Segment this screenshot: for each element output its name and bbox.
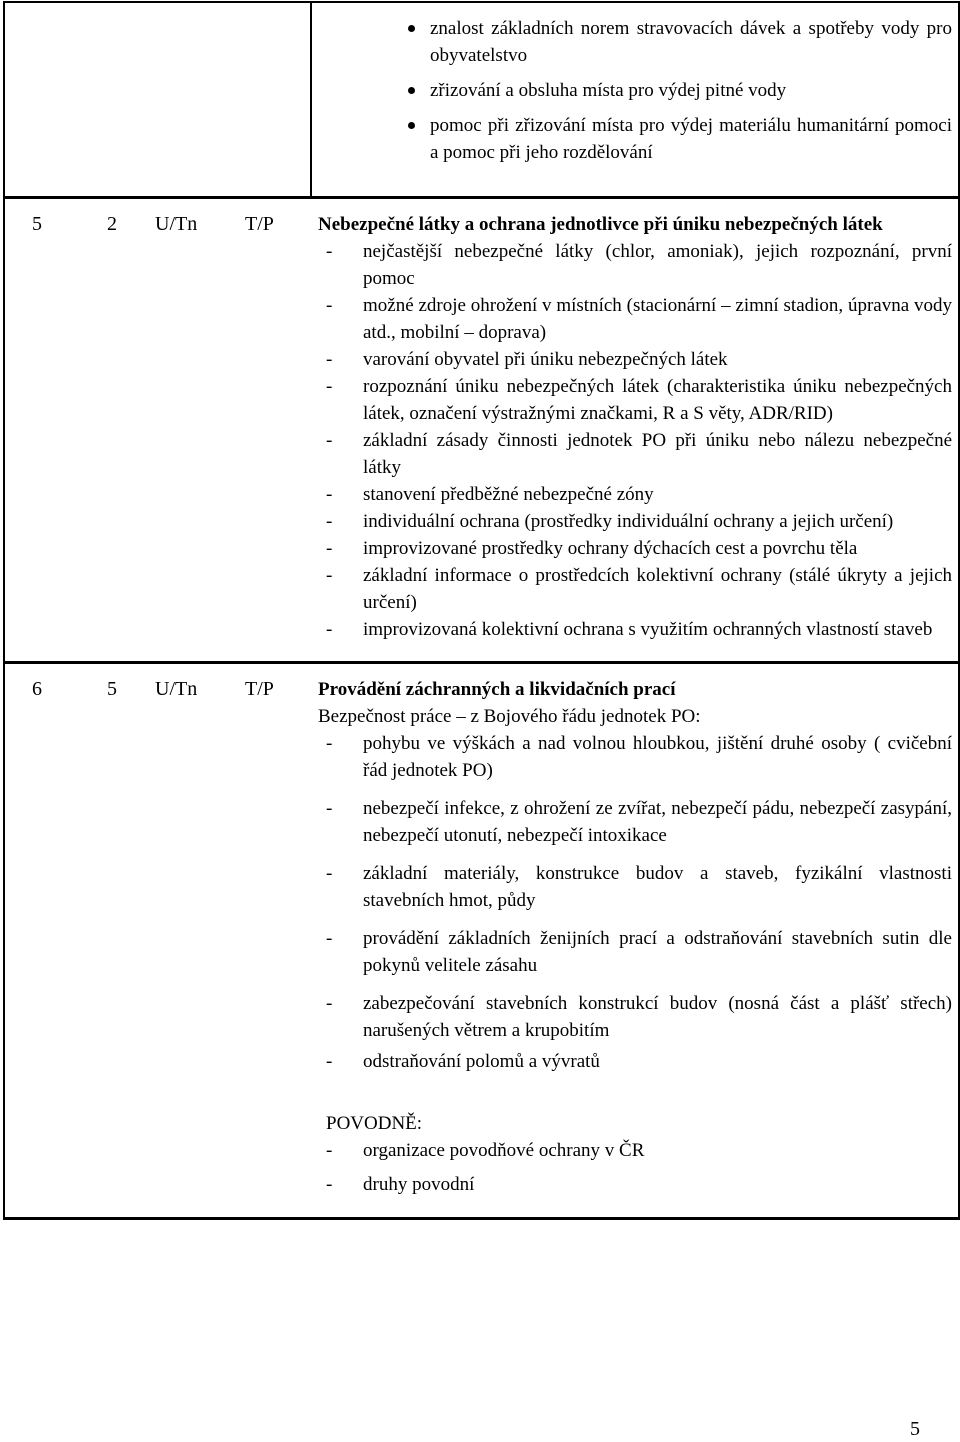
dash-list [318, 238, 952, 643]
row-meta [5, 199, 310, 661]
section-title: Provádění záchranných a likvidačních prací [318, 679, 676, 700]
page-number: 5 [910, 1418, 920, 1440]
list-item: - druhy povodní [318, 1171, 952, 1198]
row-meta [5, 664, 310, 1217]
table-row-continuation [5, 3, 958, 196]
flood-heading: POVODNĚ: [326, 1113, 423, 1134]
section-title: Nebezpečné látky a ochrana jednotlivce při úniku nebezpečných látek [318, 214, 883, 235]
row-number: 6 [32, 678, 42, 700]
curriculum-table [3, 1, 960, 1220]
row-meta-empty [5, 3, 312, 196]
table-row-6 [5, 661, 958, 1217]
section-subtitle: Bezpečnost práce – z Bojového řádu jednotek PO: [318, 706, 701, 727]
row-content [310, 664, 958, 1217]
table-row-5 [5, 196, 958, 661]
flood-list [318, 1137, 952, 1198]
list-item: - provádění základních ženijních prací a odstraňování stavebních sutin dle pokynů velitele zásahu [318, 925, 952, 979]
dash-list [318, 730, 952, 1075]
list-item: - organizace povodňové ochrany v ČR [318, 1137, 952, 1164]
bullet-item: pomoc při zřizování místa pro výdej materiálu humanitární pomoci a pomoc při jeho rozdělování [320, 112, 952, 166]
row-content [310, 199, 958, 661]
list-item: - zabezpečování stavebních konstrukcí budov (nosná část a plášť střech) narušených větrem a krupobitím [318, 990, 952, 1044]
list-item: - základní informace o prostředcích kolektivní ochrany (stálé úkryty a jejich určení) [318, 562, 952, 616]
list-item: - základní zásady činnosti jednotek PO při úniku nebo nálezu nebezpečné látky [318, 427, 952, 481]
list-item: - nebezpečí infekce, z ohrožení ze zvířat, nebezpečí pádu, nebezpečí zasypání, nebezpečí utonutí, nebezpečí intoxikace [318, 795, 952, 849]
row-type: U/Tn [155, 213, 198, 235]
row-form: T/P [245, 213, 274, 235]
list-item: - možné zdroje ohrožení v místních (stacionární – zimní stadion, úpravna vody atd., mobilní – doprava) [318, 292, 952, 346]
bullet-list [320, 3, 952, 196]
list-item: - nejčastější nebezpečné látky (chlor, amoniak), jejich rozpoznání, první pomoc [318, 238, 952, 292]
list-item: - základní materiály, konstrukce budov a staveb, fyzikální vlastnosti stavebních hmot, půdy [318, 860, 952, 914]
row-number: 5 [32, 213, 42, 235]
row-type: U/Tn [155, 678, 198, 700]
list-item: - individuální ochrana (prostředky individuální ochrany a jejich určení) [318, 508, 952, 535]
list-item: - pohybu ve výškách a nad volnou hloubkou, jištění druhé osoby ( cvičební řád jednotek PO) [318, 730, 952, 784]
bullet-item: zřizování a obsluha místa pro výdej pitné vody [320, 77, 952, 104]
list-item: - improvizované prostředky ochrany dýchacích cest a povrchu těla [318, 535, 952, 562]
row-form: T/P [245, 678, 274, 700]
list-item: - rozpoznání úniku nebezpečných látek (charakteristika úniku nebezpečných látek, označení výstražnými značkami, R a S věty, ADR/RID) [318, 373, 952, 427]
bullet-item: znalost základních norem stravovacích dávek a spotřeby vody pro obyvatelstvo [320, 15, 952, 69]
row-content [312, 3, 958, 196]
row-hours: 2 [107, 213, 117, 235]
list-item: - stanovení předběžné nebezpečné zóny [318, 481, 952, 508]
list-item: - varování obyvatel při úniku nebezpečných látek [318, 346, 952, 373]
row-hours: 5 [107, 678, 117, 700]
list-item: - improvizovaná kolektivní ochrana s využitím ochranných vlastností staveb [318, 616, 952, 643]
list-item: - odstraňování polomů a vývratů [318, 1048, 952, 1075]
